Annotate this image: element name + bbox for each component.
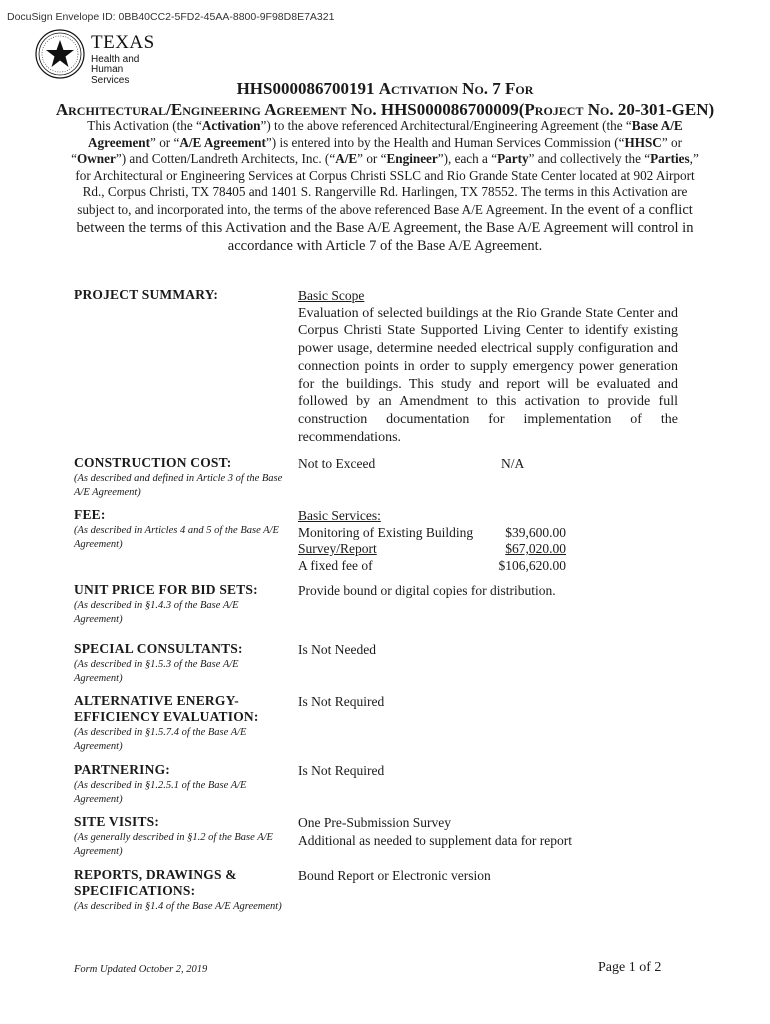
fee-reference: (As described in Articles 4 and 5 of the Base A/E Agreement): [74, 525, 279, 550]
project-summary-label: PROJECT SUMMARY:: [74, 287, 219, 302]
site-visits-value-1: One Pre-Submission Survey: [298, 815, 451, 830]
form-updated-note: Form Updated October 2, 2019: [74, 964, 208, 975]
fee-row: Survey/Report $67,020.00: [298, 541, 566, 556]
partnering-reference: (As described in §1.2.5.1 of the Base A/E Agreement): [74, 780, 247, 805]
page-number: Page 1 of 2: [598, 960, 662, 975]
fee-row: Monitoring of Existing Building $39,600.00: [298, 524, 566, 540]
fee-label: FEE:: [74, 507, 106, 522]
reports-value: Bound Report or Electronic version: [298, 868, 491, 883]
conflict-clause: In the event of a conflict between the terms of this Activation and the Base A/E Agreement, the Base A/E Agreement will control in accordance with Article 7 of the Base A/E Agreement.: [76, 201, 694, 254]
unit-price-label: UNIT PRICE FOR BID SETS:: [74, 582, 258, 597]
reports-reference: (As described in §1.4 of the Base A/E Agreement): [74, 901, 282, 912]
basic-scope-title: Basic Scope: [298, 288, 365, 303]
construction-cost-value: N/A: [501, 456, 525, 471]
special-consultants-value: Is Not Needed: [298, 642, 376, 657]
logo-subtitle-1: Health and Human: [91, 54, 140, 75]
special-consultants-reference: (As described in §1.5.3 of the Base A/E Agreement): [74, 659, 239, 684]
hhs-logo: [34, 28, 174, 86]
site-visits-label: SITE VISITS:: [74, 814, 160, 829]
site-visits-reference: (As generally described in §1.2 of the Base A/E Agreement): [74, 832, 273, 857]
unit-price-value: Provide bound or digital copies for distribution.: [298, 583, 556, 598]
site-visits-value-2: Additional as needed to supplement data for report: [298, 832, 573, 848]
texas-seal-icon: [34, 28, 86, 80]
alt-energy-reference: (As described in §1.5.7.4 of the Base A/E Agreement): [74, 727, 247, 752]
special-consultants-label: SPECIAL CONSULTANTS:: [74, 641, 243, 656]
unit-price-reference: (As described in §1.4.3 of the Base A/E Agreement): [74, 600, 239, 625]
alt-energy-value: Is Not Required: [298, 694, 385, 709]
partnering-label: PARTNERING:: [74, 762, 170, 777]
activation-heading: HHS000086700191 Activation No. 7 For Architectural/Engineering Agreement No. HHS000086700009(Project No. 20-301-GEN): [55, 79, 715, 119]
partnering-value: Is Not Required: [298, 763, 385, 778]
construction-cost-label: CONSTRUCTION COST:: [74, 455, 232, 470]
logo-title: TEXAS: [91, 32, 155, 53]
alt-energy-label: ALTERNATIVE ENERGY-EFFICIENCY EVALUATION:: [74, 693, 259, 724]
fee-total-row: A fixed fee of $106,620.00: [298, 557, 566, 573]
not-to-exceed-label: Not to Exceed: [298, 456, 376, 471]
reports-label: REPORTS, DRAWINGS & SPECIFICATIONS:: [74, 867, 237, 898]
activation-intro: This Activation (the “Activation”) to the above referenced Architectural/Engineering Agreement (the “Base A/E Agreement” or “A/E Agreement”) is entered into by the Health and Human Services Commission (“HHSC” or “Owner”) and Cotten/Landreth Architects, Inc. (“A/E” or “Engineer”), each a “Party” and collectively the “Parties,” for Architectural or Engineering Services at Corpus Christi SSLC and Rio Grande State Center located at 902 Airport Rd., Corpus Christi, TX 78405 and 1401 S. Rangerville Rd. Harlingen, TX 78552. The terms in this Activation are subject to, and incorporated into, the terms of the above referenced Base A/E Agreement. In the event of a conflict between the terms of this Activation and the Base A/E Agreement, the Base A/E Agreement will control in accordance with Article 7 of the Base A/E Agreement.: [71, 118, 699, 254]
heading-number: HHS000086700191: [236, 79, 375, 98]
fee-table: [298, 525, 566, 575]
construction-cost-reference: (As described and defined in Article 3 of the Base A/E Agreement): [74, 473, 283, 498]
basic-scope-text: Evaluation of selected buildings at the Rio Grande State Center and Corpus Christi State Supported Living Center to identify existing power usage, determine needed electrical supply configuration and connection points in order to supply emergency power generation for the buildings. This study and report will be evaluated and followed by an Amendment to this activation to provide full construction documentation for implementation of the recommendations.: [298, 305, 678, 446]
basic-services-title: Basic Services:: [298, 508, 381, 523]
docusign-envelope-id: DocuSign Envelope ID: 0BB40CC2-5FD2-45AA-8800-9F98D8E7A321: [7, 11, 335, 23]
logo-subtitle-2: Services: [91, 75, 130, 86]
